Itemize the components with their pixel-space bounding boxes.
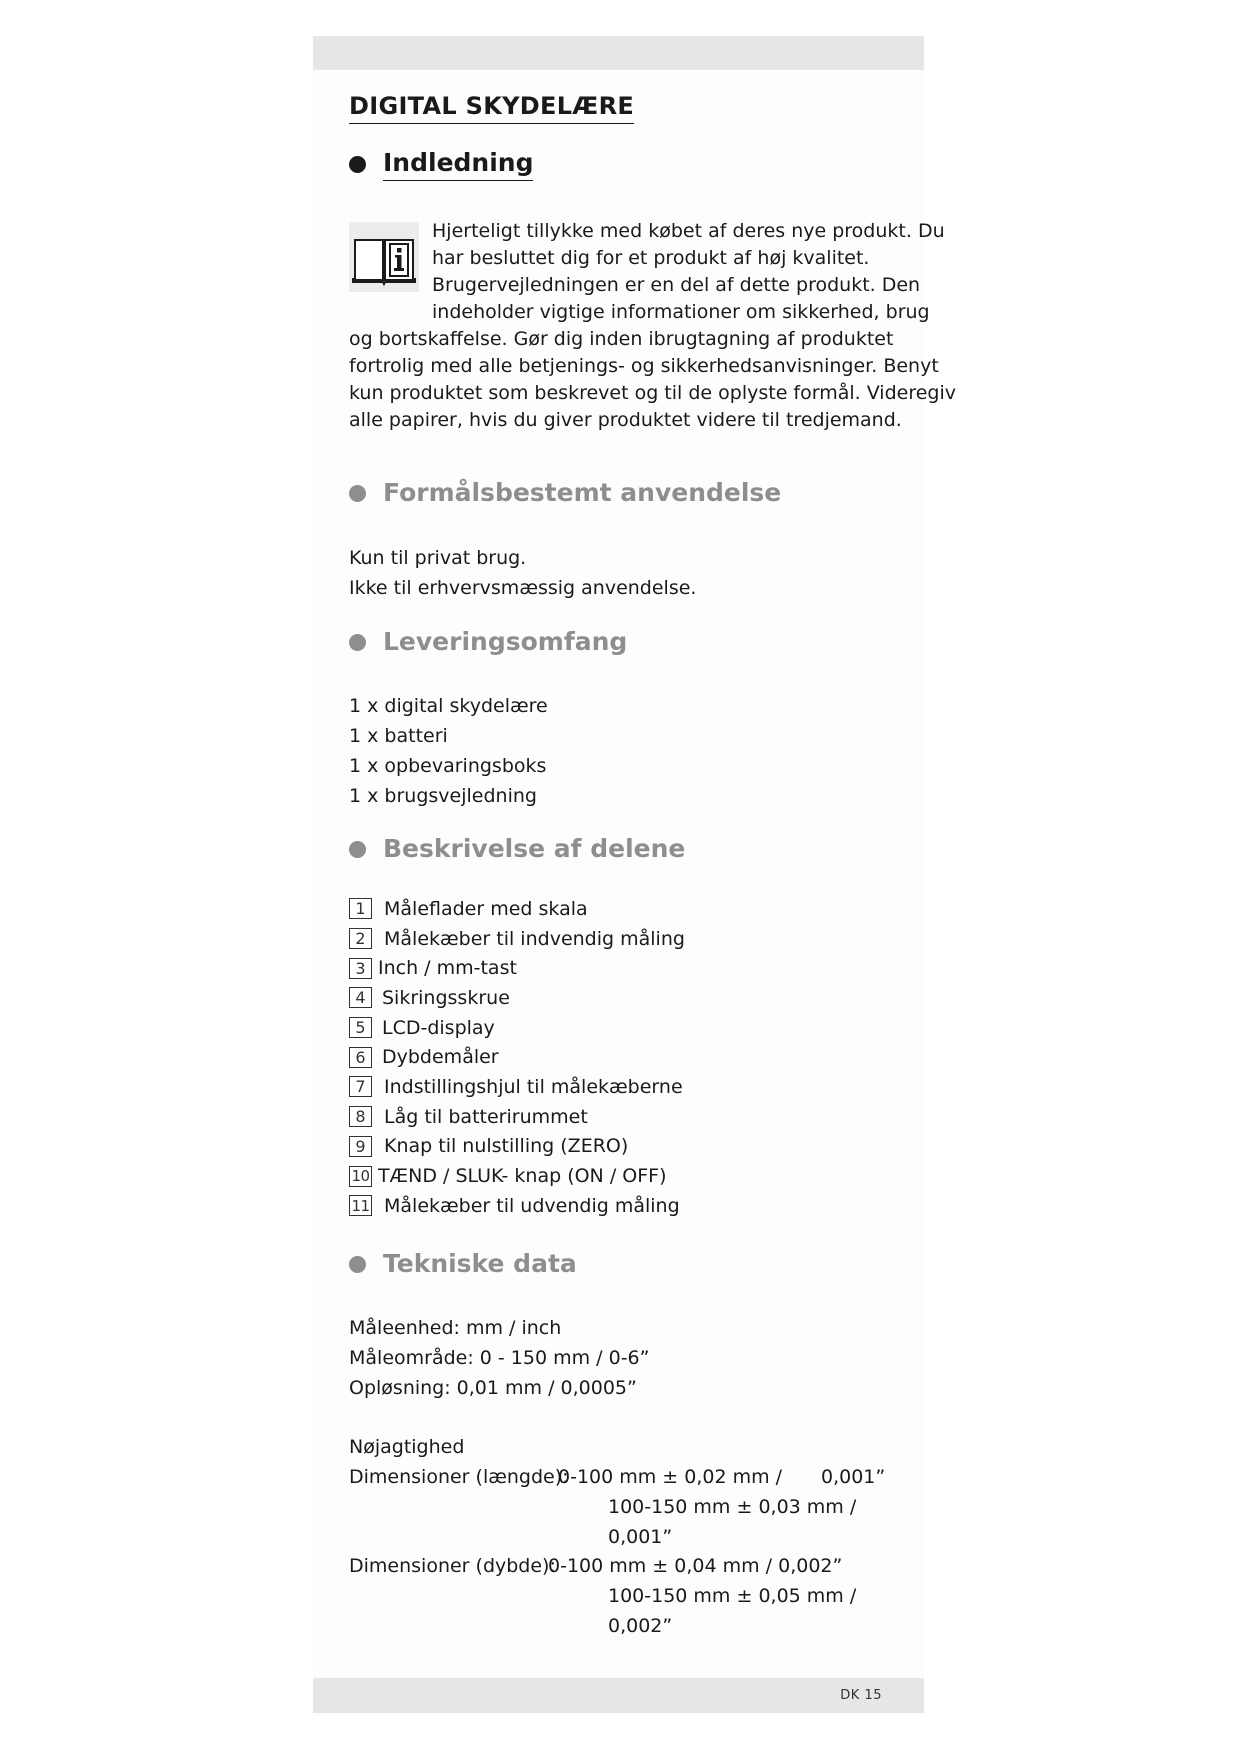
header-bar — [313, 36, 924, 70]
scope-list — [349, 691, 548, 811]
accuracy-title — [349, 1432, 464, 1462]
part-label: Dybdemåler — [382, 1046, 499, 1069]
part-label: LCD-display — [382, 1016, 495, 1039]
part-label: Indstillingshjul til målekæberne — [384, 1075, 683, 1098]
list-item — [349, 1161, 685, 1191]
part-number: 5 — [349, 1017, 372, 1038]
tech-specs — [349, 1313, 649, 1403]
list-item — [349, 894, 685, 924]
length-value: 0-100 mm ± 0,02 mm / — [558, 1466, 783, 1488]
part-number: 2 — [349, 928, 372, 949]
depth-value: 0,002” — [608, 1615, 673, 1637]
intended-use-text — [349, 543, 696, 603]
text-line: Ikke til erhvervsmæssig anvendelse. — [349, 577, 697, 599]
part-number: 4 — [349, 987, 372, 1008]
list-item — [349, 1102, 685, 1132]
list-item — [349, 1013, 685, 1043]
list-item: 1 x digital skydelære — [349, 695, 548, 717]
depth-value: 0-100 mm ± 0,04 mm / 0,002” — [548, 1555, 843, 1577]
bullet-icon — [349, 156, 366, 173]
section-title: Tekniske data — [383, 1249, 577, 1278]
list-item: 1 x opbevaringsboks — [349, 755, 547, 777]
part-label: Knap til nulstilling (ZERO) — [384, 1135, 629, 1158]
part-label: Sikringsskrue — [382, 986, 510, 1009]
depth-value: 100-150 mm ± 0,05 mm / — [608, 1585, 857, 1607]
text-line: indeholder vigtige informationer om sikkerhed, brug — [432, 301, 930, 323]
depth-label: Dimensioner (dybde): — [349, 1555, 556, 1577]
length-value: 100-150 mm ± 0,03 mm / — [608, 1496, 857, 1518]
bullet-icon — [349, 634, 366, 651]
part-label: Måleflader med skala — [384, 897, 588, 920]
part-number: 10 — [349, 1166, 372, 1187]
part-label: Målekæber til indvendig måling — [384, 927, 685, 950]
part-number: 9 — [349, 1136, 372, 1157]
bullet-icon — [349, 485, 366, 502]
text-line: Kun til privat brug. — [349, 547, 527, 569]
length-value: 0,001” — [821, 1466, 886, 1488]
section-heading-scope — [349, 627, 627, 657]
text-line: Hjerteligt tillykke med købet af deres nye produkt. Du — [432, 220, 945, 242]
part-number: 11 — [349, 1195, 372, 1216]
length-value: 0,001” — [608, 1526, 673, 1548]
section-heading-tech — [349, 1249, 577, 1279]
list-item: 1 x brugsvejledning — [349, 785, 537, 807]
part-label: TÆND / SLUK- knap (ON / OFF) — [378, 1165, 667, 1188]
list-item — [349, 953, 685, 983]
part-number: 6 — [349, 1047, 372, 1068]
text-line: kun produktet som beskrevet og til de oplyste formål. Videregiv — [349, 382, 957, 404]
intro-paragraph-indented — [432, 218, 945, 326]
list-item — [349, 983, 685, 1013]
text-line: har besluttet dig for et produkt af høj kvalitet. — [432, 247, 870, 269]
list-item — [349, 1072, 685, 1102]
document-title: DIGITAL SKYDELÆRE — [349, 92, 634, 124]
part-number: 8 — [349, 1106, 372, 1127]
part-number: 3 — [349, 958, 372, 979]
list-item — [349, 1042, 685, 1072]
intro-paragraph-full — [349, 326, 957, 434]
list-item — [349, 1132, 685, 1162]
footer-bar — [313, 1678, 924, 1713]
part-label: Låg til batterirummet — [384, 1105, 588, 1128]
list-item: 1 x batteri — [349, 725, 448, 747]
length-label: Dimensioner (længde): — [349, 1466, 569, 1488]
section-title: Formålsbestemt anvendelse — [383, 478, 782, 507]
part-number: 1 — [349, 898, 372, 919]
spec-line: Måleenhed: mm / inch — [349, 1317, 562, 1339]
part-label: Inch / mm-tast — [378, 957, 517, 980]
parts-list — [349, 894, 685, 1221]
section-heading-intended-use — [349, 478, 781, 508]
page-number: DK 15 — [840, 1688, 882, 1703]
bullet-icon — [349, 1256, 366, 1273]
text-line: alle papirer, hvis du giver produktet videre til tredjemand. — [349, 409, 902, 431]
section-title: Beskrivelse af delene — [383, 834, 686, 863]
text-line: Brugervejledningen er en del af dette produkt. Den — [432, 274, 921, 296]
section-title: Indledning — [383, 148, 533, 181]
list-item — [349, 1191, 685, 1221]
text-line: fortrolig med alle betjenings- og sikkerhedsanvisninger. Benyt — [349, 355, 939, 377]
section-title: Leveringsomfang — [383, 627, 628, 656]
text-line: og bortskaffelse. Gør dig inden ibrugtagning af produktet — [349, 328, 894, 350]
section-heading-intro — [349, 148, 533, 181]
info-book-icon — [349, 222, 419, 292]
list-item — [349, 924, 685, 954]
bullet-icon — [349, 841, 366, 858]
spec-line: Opløsning: 0,01 mm / 0,0005” — [349, 1377, 637, 1399]
part-number: 7 — [349, 1076, 372, 1097]
section-heading-parts — [349, 834, 685, 864]
text-line: Nøjagtighed — [349, 1436, 465, 1458]
part-label: Målekæber til udvendig måling — [384, 1194, 680, 1217]
spec-line: Måleområde: 0 - 150 mm / 0-6” — [349, 1347, 650, 1369]
